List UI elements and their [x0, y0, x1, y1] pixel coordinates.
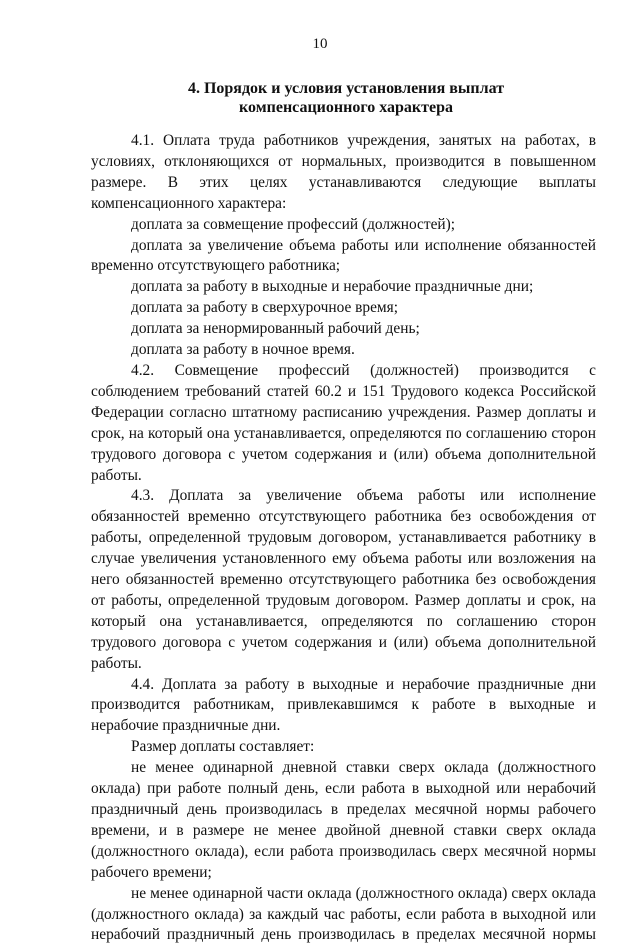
paragraph-full-day-rate: не менее одинарной дневной ставки сверх оклада (должностного оклада) при работе полный день, если работа в выходной или нерабочий праздничный день производилась в пределах месячной нормы рабочего времени, и в размере не менее двойной дневной ставки сверх оклада (должностного оклада), если работа производилась сверх месячной нормы рабочего времени; [91, 759, 596, 881]
paragraph-4-2: 4.2. Совмещение профессий (должностей) производится с соблюдением требований статей 60.2 и 151 Трудового кодекса Российской Федерации согласно штатному расписанию учреждения. Размер доплаты и срок, на который она устанавливается, определяются по соглашению сторон трудового договора с учетом содержания и (или) объема дополнительной работы. [91, 361, 596, 484]
paragraph-payment-amount: Размер доплаты составляет: [131, 738, 315, 756]
page-number: 10 [312, 36, 328, 52]
paragraph-4-3: 4.3. Доплата за увеличение объема работы или исполнение обязанностей временно отсутствующего работника без освобождения от работы, определенной трудовым договором, устанавливается работнику в случае увеличения установленного ему объема работы или возложения на него обязанностей временно отсутствующего работника без освобождения от работы, определенной трудовым договором. Размер доплаты и срок, на который она устанавливается, определяются по соглашению сторон трудового договора с учетом содержания и (или) объема дополнительной работы. [91, 487, 596, 672]
section-body [91, 131, 596, 946]
list-item-irregular-hours: доплата за ненормированный рабочий день; [131, 320, 420, 338]
list-item-weekend-holiday-work: доплата за работу в выходные и нерабочие праздничные дни; [131, 278, 534, 296]
section-heading [116, 79, 576, 117]
paragraph-hourly-rate: не менее одинарной части оклада (должностного оклада) сверх оклада (должностного оклада) за каждый час работы, если работа в выходной или нерабочий праздничный день производилась в пределах месячной нормы [91, 884, 596, 944]
paragraph-4-4: 4.4. Доплата за работу в выходные и нерабочие праздничные дни производится работникам, привлекавшимся к работе в выходные и нерабочие праздничные дни. [91, 675, 596, 735]
section-heading-line-1: 4. Порядок и условия установления выплат [187, 80, 505, 97]
list-item-increased-workload: доплата за увеличение объема работы или исполнение обязанностей временно отсутствующего работника; [91, 236, 596, 275]
list-item-night-work: доплата за работу в ночное время. [131, 341, 355, 359]
list-item-combination-of-professions: доплата за совмещение профессий (должностей); [131, 215, 456, 233]
list-item-overtime: доплата за работу в сверхурочное время; [131, 299, 399, 317]
section-heading-line-2: компенсационного характера [239, 99, 453, 116]
paragraph-4-1: 4.1. Оплата труда работников учреждения, занятых на работах, в условиях, отклоняющихся от нормальных, производится в повышенном размере. В этих целях устанавливаются следующие выплаты компенсационного характера: [91, 132, 596, 212]
